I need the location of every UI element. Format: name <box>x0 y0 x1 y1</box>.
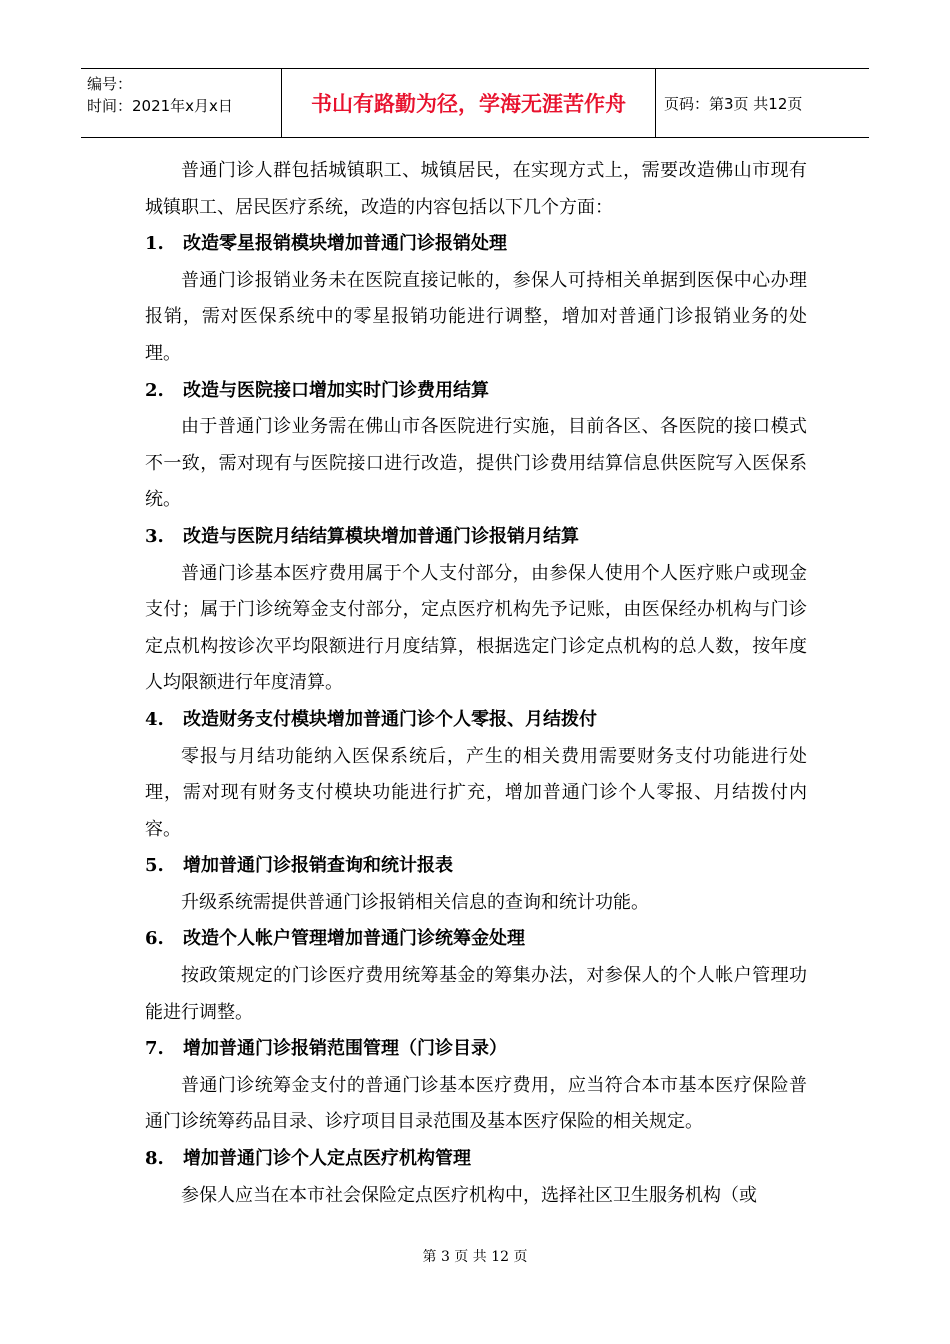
header-page-cell <box>656 69 869 137</box>
section-paragraph: 普通门诊基本医疗费用属于个人支付部分，由参保人使用个人医疗账户或现金支付；属于门诊统筹金支付部分，定点医疗机构先予记账，由医保经办机构与门诊定点机构按诊次平均限额进行月度结算，根据选定门诊定点机构的总人数，按年度人均限额进行年度清算。 <box>145 562 807 694</box>
section-paragraph: 普通门诊统筹金支付的普通门诊基本医疗费用，应当符合本市基本医疗保险普通门诊统筹药品目录、诊疗项目目录范围及基本医疗保险的相关规定。 <box>145 1074 807 1133</box>
page-footer: 第 3 页 共 12 页 <box>422 1249 528 1265</box>
section-paragraph: 零报与月结功能纳入医保系统后，产生的相关费用需要财务支付功能进行处理，需对现有财务支付模块功能进行扩充，增加普通门诊个人零报、月结拨付内容。 <box>145 745 807 840</box>
section-paragraph: 由于普通门诊业务需在佛山市各医院进行实施，目前各区、各医院的接口模式不一致，需对现有与医院接口进行改造，提供门诊费用结算信息供医院写入医保系统。 <box>145 416 807 511</box>
date-label: 时间：2021年x月x日 <box>87 97 233 115</box>
section-number: 4. <box>145 708 164 730</box>
intro-paragraph: 普通门诊人群包括城镇职工、城镇居民，在实现方式上，需要改造佛山市现有城镇职工、居民医疗系统，改造的内容包括以下几个方面： <box>145 160 807 218</box>
section-heading <box>145 848 807 885</box>
section-title: 改造个人帐户管理增加普通门诊统筹金处理 <box>183 928 525 950</box>
section-title: 增加普通门诊报销查询和统计报表 <box>183 855 453 877</box>
page-number-label: 页码：第3页 共12页 <box>664 94 803 113</box>
section-title: 改造财务支付模块增加普通门诊个人零报、月结拨付 <box>183 708 597 730</box>
section-heading <box>145 1141 807 1178</box>
section-heading <box>145 1031 807 1068</box>
section-paragraph: 普通门诊报销业务未在医院直接记帐的，参保人可持相关单据到医保中心办理报销，需对医保系统中的零星报销功能进行调整，增加对普通门诊报销业务的处理。 <box>145 269 807 364</box>
section-number: 1. <box>145 233 164 255</box>
section-paragraph: 升级系统需提供普通门诊报销相关信息的查询和统计功能。 <box>181 891 649 913</box>
section-number: 3. <box>145 525 164 547</box>
section-heading <box>145 226 807 263</box>
serial-number-label: 编号： <box>87 75 133 93</box>
section-number: 8. <box>145 1148 164 1170</box>
header-meta <box>81 69 281 137</box>
section-heading <box>145 373 807 410</box>
section-title: 增加普通门诊报销范围管理（门诊目录） <box>183 1038 507 1060</box>
section-title: 增加普通门诊个人定点医疗机构管理 <box>183 1148 471 1170</box>
section-number: 6. <box>145 928 164 950</box>
section-number: 7. <box>145 1038 164 1060</box>
section-heading <box>145 702 807 739</box>
section-title: 改造与医院接口增加实时门诊费用结算 <box>183 379 489 401</box>
section-number: 5. <box>145 855 164 877</box>
section-paragraph: 按政策规定的门诊医疗费用统筹基金的筹集办法，对参保人的个人帐户管理功能进行调整。 <box>145 965 807 1023</box>
header-motto-cell <box>281 69 656 137</box>
section-title: 改造与医院月结结算模块增加普通门诊报销月结算 <box>183 525 579 547</box>
header-motto: 书山有路勤为径，学海无涯苦作舟 <box>311 92 626 116</box>
document-body <box>145 153 807 1214</box>
section-heading <box>145 921 807 958</box>
section-heading <box>145 519 807 556</box>
section-title: 改造零星报销模块增加普通门诊报销处理 <box>183 233 507 255</box>
page-header <box>81 68 869 138</box>
section-number: 2. <box>145 379 164 401</box>
section-paragraph: 参保人应当在本市社会保险定点医疗机构中，选择社区卫生服务机构（或 <box>181 1184 757 1206</box>
